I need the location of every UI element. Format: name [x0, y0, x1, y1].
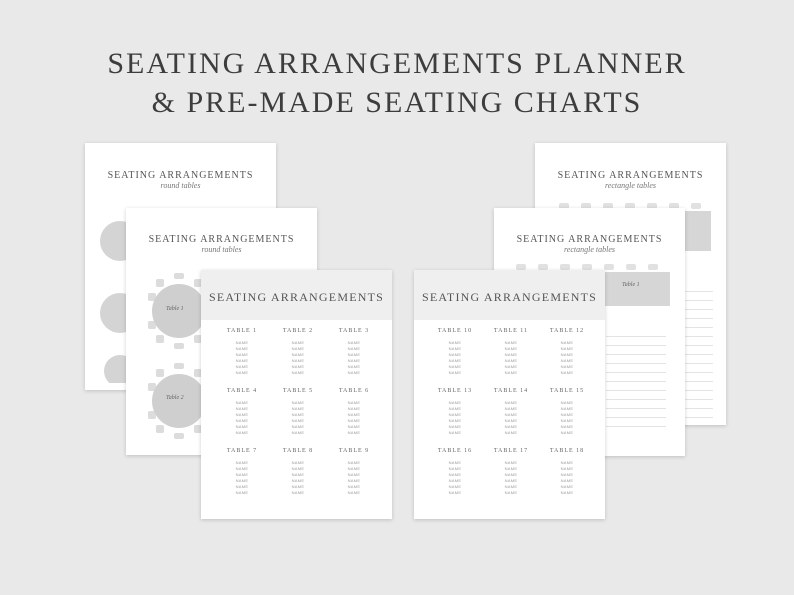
table-label: TABLE 1: [226, 328, 258, 334]
name-placeholder: NAME: [347, 472, 361, 477]
name-placeholder: NAME: [291, 412, 305, 417]
name-placeholder: NAME: [504, 370, 518, 375]
name-placeholder: NAME: [448, 352, 462, 357]
name-placeholder: NAME: [235, 352, 249, 357]
table-block: [428, 448, 482, 496]
table-block: [215, 388, 269, 436]
name-placeholder: NAME: [448, 370, 462, 375]
name-placeholder: NAME: [347, 484, 361, 489]
seating-chart-page-right: [414, 270, 605, 519]
round-table-1-label: Table 1: [166, 306, 184, 312]
table-block: [327, 448, 381, 496]
name-placeholder: NAME: [448, 424, 462, 429]
table-label: TABLE 17: [493, 448, 529, 454]
name-placeholder: NAME: [504, 352, 518, 357]
name-placeholder: NAME: [235, 424, 249, 429]
name-placeholder: NAME: [347, 490, 361, 495]
table-label: TABLE 8: [282, 448, 314, 454]
name-placeholder: NAME: [291, 424, 305, 429]
name-placeholder: NAME: [560, 412, 574, 417]
page-subtitle: round tables: [201, 245, 242, 254]
table-label: TABLE 11: [493, 328, 529, 334]
name-placeholder: NAME: [504, 484, 518, 489]
table-block: [484, 388, 538, 436]
name-placeholder: NAME: [448, 400, 462, 405]
table-label: TABLE 9: [338, 448, 370, 454]
name-placeholder: NAME: [347, 364, 361, 369]
name-placeholder: NAME: [560, 406, 574, 411]
name-placeholder: NAME: [347, 460, 361, 465]
name-placeholder: NAME: [235, 412, 249, 417]
page-subtitle: round tables: [160, 181, 201, 190]
seating-chart-page-left: [201, 270, 392, 519]
name-placeholder: NAME: [291, 406, 305, 411]
name-placeholder: NAME: [235, 466, 249, 471]
guest-list-lines: [685, 283, 713, 418]
name-placeholder: NAME: [504, 364, 518, 369]
name-placeholder: NAME: [235, 370, 249, 375]
page-header: [201, 270, 392, 320]
name-placeholder: NAME: [560, 370, 574, 375]
name-placeholder: NAME: [235, 340, 249, 345]
table-block: [484, 448, 538, 496]
name-placeholder: NAME: [347, 430, 361, 435]
name-placeholder: NAME: [291, 466, 305, 471]
name-placeholder: NAME: [504, 358, 518, 363]
table-label: TABLE 12: [549, 328, 585, 334]
name-placeholder: NAME: [235, 364, 249, 369]
page-header: [414, 270, 605, 320]
name-placeholder: NAME: [560, 340, 574, 345]
name-placeholder: NAME: [560, 484, 574, 489]
table-label: TABLE 15: [549, 388, 585, 394]
name-placeholder: NAME: [560, 364, 574, 369]
table-block: [327, 388, 381, 436]
name-placeholder: NAME: [504, 472, 518, 477]
name-placeholder: NAME: [347, 424, 361, 429]
table-block: [428, 388, 482, 436]
table-label: TABLE 18: [549, 448, 585, 454]
name-placeholder: NAME: [560, 424, 574, 429]
name-placeholder: NAME: [560, 430, 574, 435]
name-placeholder: NAME: [291, 490, 305, 495]
name-placeholder: NAME: [291, 418, 305, 423]
name-placeholder: NAME: [347, 412, 361, 417]
table-block: [540, 328, 594, 376]
table-block: [327, 328, 381, 376]
name-placeholder: NAME: [560, 490, 574, 495]
name-placeholder: NAME: [448, 346, 462, 351]
name-placeholder: NAME: [448, 418, 462, 423]
name-placeholder: NAME: [235, 400, 249, 405]
name-placeholder: NAME: [291, 370, 305, 375]
table-label: TABLE 13: [437, 388, 473, 394]
name-placeholder: NAME: [347, 406, 361, 411]
page-title: SEATING ARRANGEMENTS: [107, 170, 254, 181]
name-placeholder: NAME: [448, 460, 462, 465]
name-placeholder: NAME: [504, 418, 518, 423]
table-block: [215, 328, 269, 376]
name-placeholder: NAME: [504, 412, 518, 417]
page-title: SEATING ARRANGEMENTS: [208, 290, 384, 304]
name-placeholder: NAME: [504, 490, 518, 495]
page-title: SEATING ARRANGEMENTS: [557, 170, 704, 181]
headline-line-2: & PRE-MADE SEATING CHARTS: [151, 86, 643, 119]
name-placeholder: NAME: [291, 352, 305, 357]
name-placeholder: NAME: [235, 478, 249, 483]
round-table-2-label: Table 2: [166, 395, 184, 401]
name-placeholder: NAME: [560, 466, 574, 471]
table-label: TABLE 16: [437, 448, 473, 454]
name-placeholder: NAME: [504, 346, 518, 351]
name-placeholder: NAME: [235, 418, 249, 423]
name-placeholder: NAME: [504, 430, 518, 435]
name-placeholder: NAME: [560, 358, 574, 363]
name-placeholder: NAME: [448, 364, 462, 369]
name-placeholder: NAME: [347, 418, 361, 423]
table-block: [271, 328, 325, 376]
name-placeholder: NAME: [347, 352, 361, 357]
name-placeholder: NAME: [448, 484, 462, 489]
table-block: [271, 388, 325, 436]
name-placeholder: NAME: [235, 346, 249, 351]
name-placeholder: NAME: [448, 412, 462, 417]
name-placeholder: NAME: [235, 460, 249, 465]
table-block: [484, 328, 538, 376]
name-placeholder: NAME: [291, 358, 305, 363]
table-block: [428, 328, 482, 376]
name-placeholder: NAME: [291, 430, 305, 435]
table-label: TABLE 7: [226, 448, 258, 454]
name-placeholder: NAME: [448, 466, 462, 471]
name-placeholder: NAME: [560, 478, 574, 483]
table-block: [215, 448, 269, 496]
page-subtitle: rectangle tables: [563, 245, 616, 254]
page-title: SEATING ARRANGEMENTS: [421, 290, 597, 304]
name-placeholder: NAME: [347, 340, 361, 345]
round-table-shape: [90, 213, 130, 383]
table-label: TABLE 14: [493, 388, 529, 394]
name-placeholder: NAME: [291, 364, 305, 369]
name-placeholder: NAME: [291, 346, 305, 351]
headline-line-1: SEATING ARRANGEMENTS PLANNER: [107, 47, 687, 80]
table-label: TABLE 2: [282, 328, 314, 334]
name-placeholder: NAME: [347, 370, 361, 375]
name-placeholder: NAME: [560, 418, 574, 423]
name-placeholder: NAME: [291, 478, 305, 483]
guest-list-lines: [606, 328, 666, 427]
headline: [0, 44, 794, 122]
name-placeholder: NAME: [560, 352, 574, 357]
page-subtitle: rectangle tables: [604, 181, 657, 190]
table-block: [540, 388, 594, 436]
name-placeholder: NAME: [504, 460, 518, 465]
table-label: TABLE 3: [338, 328, 370, 334]
name-placeholder: NAME: [235, 406, 249, 411]
table-label: TABLE 10: [437, 328, 473, 334]
name-placeholder: NAME: [235, 358, 249, 363]
name-placeholder: NAME: [560, 472, 574, 477]
table-label: TABLE 6: [338, 388, 370, 394]
table-block: [271, 448, 325, 496]
name-placeholder: NAME: [347, 478, 361, 483]
name-placeholder: NAME: [448, 490, 462, 495]
name-placeholder: NAME: [504, 466, 518, 471]
name-placeholder: NAME: [235, 490, 249, 495]
name-placeholder: NAME: [504, 340, 518, 345]
name-placeholder: NAME: [448, 340, 462, 345]
name-placeholder: NAME: [291, 340, 305, 345]
name-placeholder: NAME: [448, 430, 462, 435]
name-placeholder: NAME: [291, 484, 305, 489]
name-placeholder: NAME: [504, 400, 518, 405]
rectangle-table-label: Table 1: [622, 282, 640, 288]
table-block: [540, 448, 594, 496]
name-placeholder: NAME: [448, 478, 462, 483]
name-placeholder: NAME: [560, 460, 574, 465]
name-placeholder: NAME: [291, 472, 305, 477]
page-title: SEATING ARRANGEMENTS: [148, 234, 295, 245]
name-placeholder: NAME: [235, 430, 249, 435]
name-placeholder: NAME: [235, 484, 249, 489]
name-placeholder: NAME: [560, 400, 574, 405]
name-placeholder: NAME: [504, 424, 518, 429]
name-placeholder: NAME: [347, 358, 361, 363]
name-placeholder: NAME: [448, 472, 462, 477]
name-placeholder: NAME: [291, 460, 305, 465]
name-placeholder: NAME: [448, 406, 462, 411]
name-placeholder: NAME: [448, 358, 462, 363]
name-placeholder: NAME: [560, 346, 574, 351]
name-placeholder: NAME: [504, 478, 518, 483]
table-label: TABLE 5: [282, 388, 314, 394]
name-placeholder: NAME: [235, 472, 249, 477]
name-placeholder: NAME: [347, 346, 361, 351]
name-placeholder: NAME: [347, 466, 361, 471]
name-placeholder: NAME: [504, 406, 518, 411]
name-placeholder: NAME: [291, 400, 305, 405]
name-placeholder: NAME: [347, 400, 361, 405]
table-label: TABLE 4: [226, 388, 258, 394]
page-title: SEATING ARRANGEMENTS: [516, 234, 663, 245]
